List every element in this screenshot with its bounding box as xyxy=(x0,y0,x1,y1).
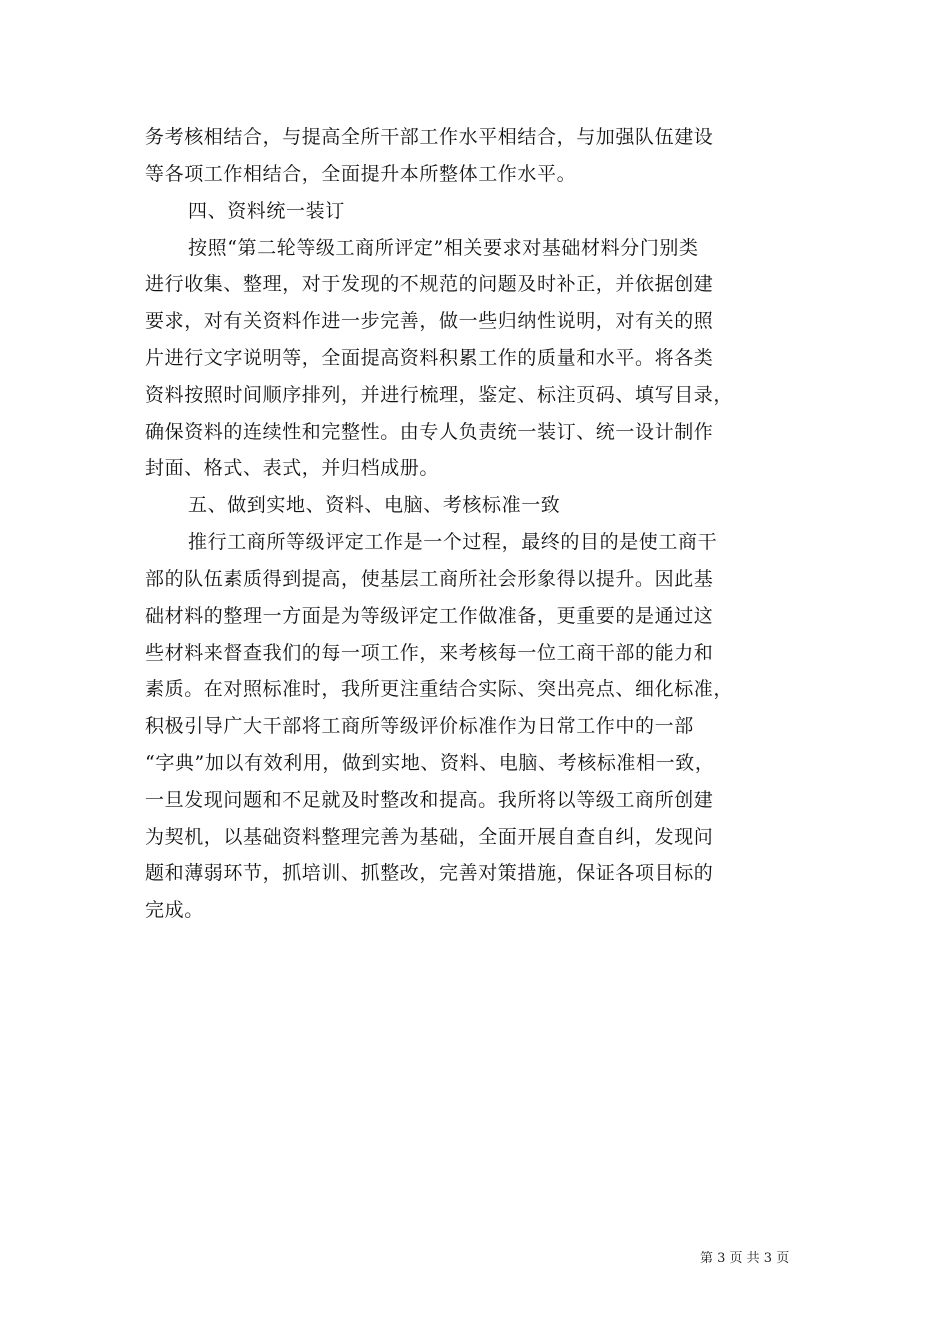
body-line: 进行收集、整理，对于发现的不规范的问题及时补正，并依据创建 xyxy=(145,273,714,295)
body-line: 部的队伍素质得到提高，使基层工商所社会形象得以提升。因此基 xyxy=(145,568,714,590)
body-line: 等各项工作相结合，全面提升本所整体工作水平。 xyxy=(145,163,577,185)
section-heading: 四、资料统一装订 xyxy=(188,200,345,222)
body-line: 一旦发现问题和不足就及时整改和提高。我所将以等级工商所创建 xyxy=(145,789,714,811)
body-line: 务考核相结合，与提高全所干部工作水平相结合，与加强队伍建设 xyxy=(145,126,714,148)
body-line: 题和薄弱环节，抓培训、抓整改，完善对策措施，保证各项目标的 xyxy=(145,862,714,884)
body-line: 资料按照时间顺序排列，并进行梳理，鉴定、标注页码、填写目录， xyxy=(145,384,734,406)
page-number: 第 3 页 共 3 页 xyxy=(700,1251,790,1266)
body-line: 确保资料的连续性和完整性。由专人负责统一装订、统一设计制作 xyxy=(145,421,714,443)
body-line: 素质。在对照标准时，我所更注重结合实际、突出亮点、细化标准， xyxy=(145,678,734,700)
body-line: 些材料来督查我们的每一项工作，来考核每一位工商干部的能力和 xyxy=(145,642,714,664)
body-line: 封面、格式、表式，并归档成册。 xyxy=(145,457,440,479)
body-line: 完成。 xyxy=(145,899,204,921)
body-line: 积极引导广大干部将工商所等级评价标准作为日常工作中的一部 xyxy=(145,715,694,737)
body-line: 为契机，以基础资料整理完善为基础，全面开展自查自纠，发现问 xyxy=(145,826,714,848)
body-line: 推行工商所等级评定工作是一个过程，最终的目的是使工商干 xyxy=(188,531,718,553)
body-line: “字典”加以有效利用，做到实地、资料、电脑、考核标准相一致， xyxy=(145,752,715,774)
body-line: 要求，对有关资料作进一步完善，做一些归纳性说明，对有关的照 xyxy=(145,310,714,332)
body-line: 础材料的整理一方面是为等级评定工作做准备，更重要的是通过这 xyxy=(145,605,714,627)
body-line: 片进行文字说明等，全面提高资料积累工作的质量和水平。将各类 xyxy=(145,347,714,369)
body-line: 按照“第二轮等级工商所评定”相关要求对基础材料分门别类 xyxy=(188,237,699,259)
section-heading: 五、做到实地、资料、电脑、考核标准一致 xyxy=(188,494,561,516)
